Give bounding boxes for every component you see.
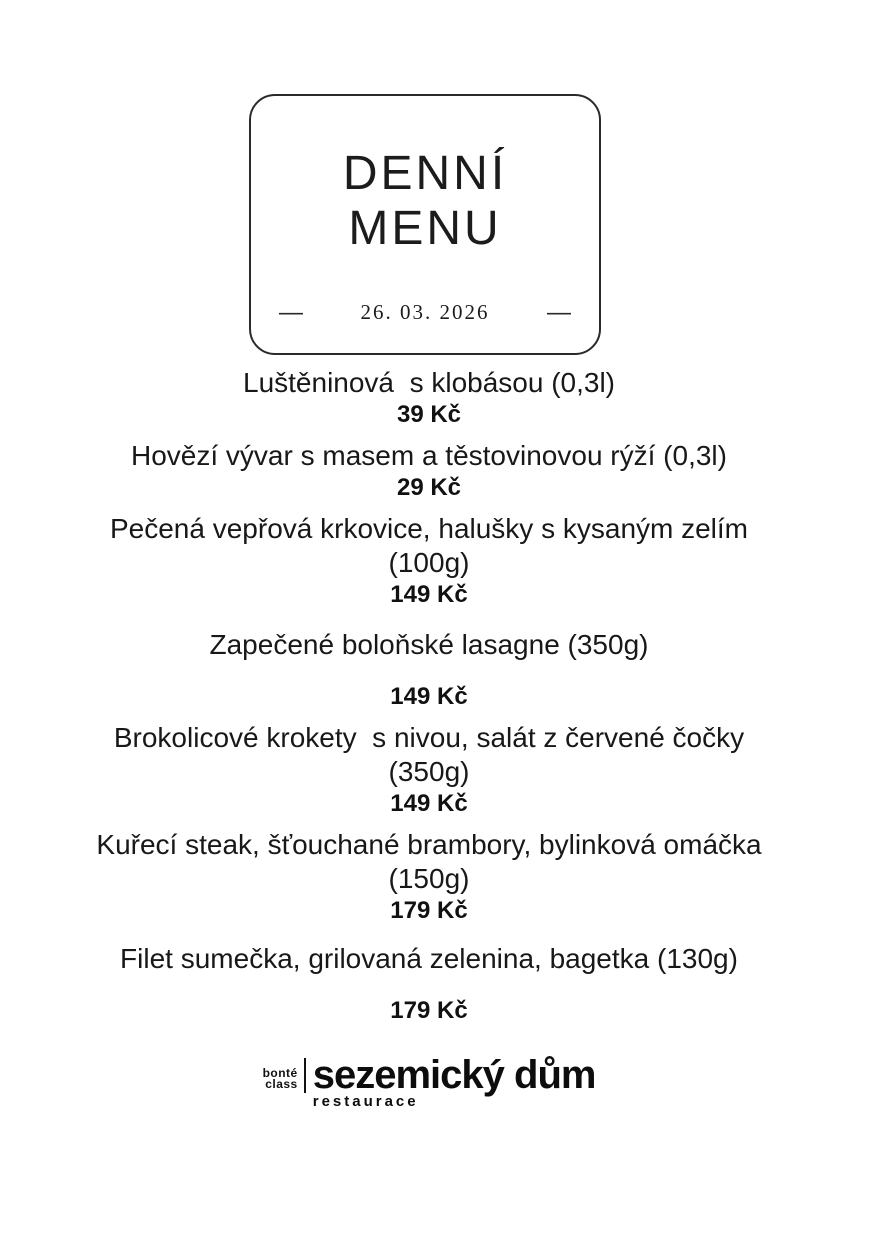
menu-item-name-line: (100g): [388, 547, 470, 578]
logo-brand-mark: [263, 1068, 298, 1090]
menu-item-price: 149 Kč: [390, 581, 468, 608]
menu-item-name-line: Kuřecí steak, šťouchané brambory, bylinková omáčka: [96, 829, 762, 860]
logo-separator-bar: [304, 1058, 306, 1093]
dash-right: —: [547, 298, 571, 326]
menu-item-name-line: Pečená vepřová krkovice, halušky s kysaným zelím: [109, 513, 749, 544]
menu-item-name-line: (150g): [388, 863, 470, 894]
menu-item-price: 29 Kč: [396, 474, 462, 501]
menu-item: [0, 439, 858, 503]
menu-item-price: 149 Kč: [390, 683, 468, 710]
menu-item-name-line: Luštěninová s klobásou (0,3l): [243, 367, 615, 398]
menu-item-price: 39 Kč: [396, 401, 462, 428]
menu-items-list: [0, 366, 858, 1035]
menu-item: [0, 628, 858, 712]
menu-item-price: 179 Kč: [390, 997, 468, 1024]
menu-item: [0, 512, 858, 610]
menu-title-line2: MENU: [348, 202, 502, 255]
menu-item-name-line: Zapečené boloňské lasagne (350g): [209, 629, 649, 660]
menu-item-name-line: Filet sumečka, grilovaná zelenina, bagetka (130g): [120, 943, 738, 974]
menu-item: [0, 942, 858, 1026]
menu-item-name-line: Hovězí vývar s masem a těstovinovou rýží (0,3l): [131, 440, 727, 471]
date-row: [279, 300, 571, 325]
dash-left: —: [279, 298, 303, 326]
menu-item-price: 179 Kč: [390, 897, 468, 924]
logo-subtitle: restaurace: [312, 1093, 419, 1110]
logo-brand-bottom: class: [265, 1077, 298, 1091]
logo-brand-top: bonté: [262, 1066, 298, 1080]
logo-main-block: [312, 1053, 596, 1110]
menu-item-price: 149 Kč: [390, 790, 468, 817]
restaurant-logo: [0, 1053, 858, 1110]
menu-item: [0, 721, 858, 819]
menu-item-name-line: [0, 976, 858, 996]
menu-item-name-line: [0, 662, 858, 682]
menu-title-line1: DENNÍ: [342, 147, 508, 200]
menu-item: [0, 366, 858, 430]
logo-restaurant-name: sezemický dům: [312, 1053, 596, 1097]
menu-item: [0, 828, 858, 926]
menu-date: 26. 03. 2026: [360, 300, 490, 324]
menu-item-name-line: (350g): [388, 756, 470, 787]
menu-title: [251, 146, 599, 256]
menu-header-card: [249, 94, 601, 355]
menu-item-name-line: Brokolicové krokety s nivou, salát z červené čočky: [113, 722, 745, 753]
